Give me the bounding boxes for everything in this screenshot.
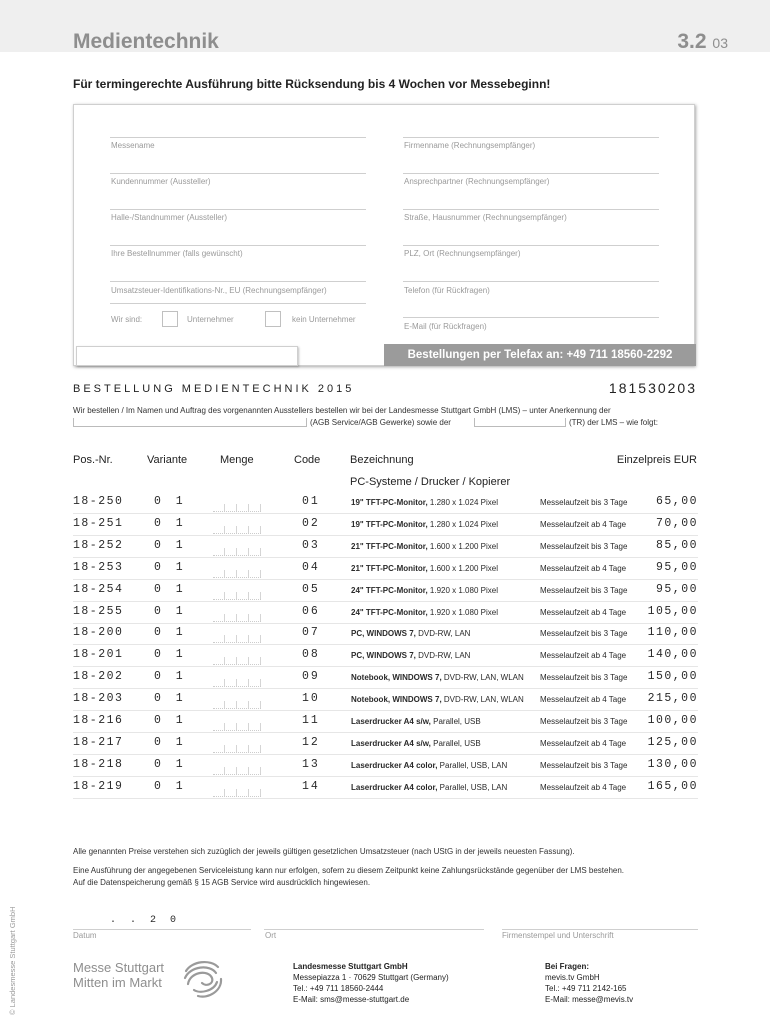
pos-number: 18-253 [73,560,124,574]
pos-number: 18-254 [73,582,124,596]
deadline-note: Für termingerechte Ausführung bitte Rücksendung bis 4 Wochen vor Messebeginn! [73,77,551,91]
quantity-input[interactable] [213,635,261,643]
questions-title: Bei Fragen: [545,962,590,971]
field-ansprechpartner[interactable]: Ansprechpartner (Rechnungsempfänger) [404,177,550,186]
quantity-input[interactable] [213,504,261,512]
product-name: PC, WINDOWS 7, [351,651,416,661]
table-row [73,514,698,536]
variante: 0 1 [154,670,187,684]
product-description [351,717,481,726]
variante: 0 1 [154,560,187,574]
questions-company: mevis.tv GmbH [545,973,600,982]
order-intro-line2b: (TR) der LMS – wie folgt: [569,418,658,427]
availability: Messelaufzeit ab 4 Tage [540,738,627,748]
unit-price: 65,00 [655,495,698,508]
pos-number: 18-255 [73,604,124,618]
table-row [73,492,698,514]
order-intro-line2a: (AGB Service/AGB Gewerke) sowie der [310,418,451,427]
product-name: 21" TFT-PC-Monitor, [351,563,428,573]
checkbox-unternehmer[interactable] [162,311,178,327]
availability: Messelaufzeit ab 4 Tage [540,782,627,792]
unit-price: 95,00 [655,582,698,596]
availability: Messelaufzeit bis 3 Tage [540,541,628,551]
product-description [351,586,498,595]
pos-number: 18-202 [73,670,124,684]
code: 13 [302,757,320,771]
field-line [403,173,659,174]
header-bezeichnung: Bezeichnung [350,454,414,466]
header-preis: Einzelpreis EUR [616,454,697,466]
field-line [403,245,659,246]
unit-price: 95,00 [655,560,698,574]
variante: 0 1 [154,604,187,618]
variante: 0 1 [154,692,187,706]
section-number [677,30,728,54]
product-spec: 1.280 x 1.024 Pixel [429,519,498,529]
table-row [73,602,698,624]
product-spec: 1.600 x 1.200 Pixel [429,563,498,573]
variante: 0 1 [154,626,187,640]
product-name: 19" TFT-PC-Monitor, [351,498,428,507]
product-description [351,651,470,660]
availability: Messelaufzeit bis 3 Tage [540,498,628,507]
pos-number: 18-203 [73,692,124,706]
product-description [351,498,498,507]
order-intro-line1: Wir bestellen / Im Namen und Auftrag des vorgenannten Ausstellers bestellen wir bei der Landesmesse Stuttgart GmbH (LMS) – unter Anerkennung der [73,406,611,415]
page-title: Medientechnik [73,30,219,53]
option-unternehmer-label: Unternehmer [187,315,234,324]
pos-number: 18-250 [73,495,124,508]
unit-price: 110,00 [647,626,698,640]
product-name: PC, WINDOWS 7, [351,629,416,639]
product-name: 24" TFT-PC-Monitor, [351,607,428,617]
unit-price: 215,00 [647,692,698,706]
note-tax: Alle genannten Preise verstehen sich zuzüglich der jeweils gültigen gesetzlichen Umsatzsteuer (nach UStG in der jeweils neuesten Fassung). [73,847,575,856]
field-bestellnummer[interactable]: Ihre Bestellnummer (falls gewünscht) [111,249,243,258]
unit-price: 150,00 [647,670,698,684]
code: 02 [302,516,320,530]
field-line [403,209,659,210]
product-description [351,783,507,792]
quantity-input[interactable] [213,570,261,578]
product-description [351,564,498,573]
lms-tel: Tel.: +49 711 18560-2444 [293,984,384,993]
row-divider [73,798,698,799]
unit-price: 105,00 [647,604,698,618]
table-row [73,623,698,645]
product-description [351,695,524,704]
availability: Messelaufzeit ab 4 Tage [540,607,627,617]
note-payment: Eine Ausführung der angegebenen Serviceleistung kann nur erfolgen, sofern zu diesem Zeitpunkt keine Zahlungsrückstände gegenüber der LMS bestehen. [73,866,625,875]
questions-email[interactable]: E-Mail: messe@mevis.tv [545,995,634,1004]
product-name: 24" TFT-PC-Monitor, [351,585,428,595]
header-pos: Pos.-Nr. [73,454,113,466]
field-line [110,245,366,246]
variante: 0 1 [154,779,187,793]
code: 09 [302,670,320,684]
field-line [110,137,366,138]
product-name: Laserdrucker A4 s/w, [351,738,431,748]
quantity-input[interactable] [213,723,261,731]
product-description [351,542,498,551]
availability: Messelaufzeit ab 4 Tage [540,519,627,529]
checkbox-kein-unternehmer[interactable] [265,311,281,327]
place-line [264,929,484,930]
option-kein-unternehmer-label: kein Unternehmer [292,315,356,324]
table-row [73,645,698,667]
quantity-input[interactable] [213,548,261,556]
variante: 0 1 [154,516,187,530]
field-email[interactable]: E-Mail (für Rückfragen) [404,322,487,331]
questions-tel: Tel.: +49 711 2142-165 [545,984,627,993]
field-line [403,281,659,282]
unit-price: 130,00 [647,757,698,771]
product-description [351,629,470,638]
code: 10 [302,692,320,706]
fax-banner: Bestellungen per Telefax an: +49 711 18560-2292 [384,344,696,366]
field-line [110,173,366,174]
code: 05 [302,582,320,596]
section-number-main: 3.2 [677,30,707,53]
questions-contact [545,961,633,1005]
product-spec: 1.920 x 1.080 Pixel [429,585,498,595]
product-spec: Parallel, USB, LAN [439,782,508,792]
product-name: 21" TFT-PC-Monitor, [351,541,428,551]
product-spec: DVD-RW, LAN, WLAN [443,695,524,705]
table-row [73,711,698,733]
pos-number: 18-219 [73,779,124,793]
field-ust-id[interactable]: Umsatzsteuer-Identifikations-Nr., EU (Rechnungsempfänger) [111,286,327,295]
pos-number: 18-218 [73,757,124,771]
field-line [403,137,659,138]
agb-blank-field[interactable] [73,418,307,427]
logo-tagline: Mitten im Markt [73,975,162,990]
variante: 0 1 [154,735,187,749]
code: 08 [302,648,320,662]
field-line [110,281,366,282]
pos-number: 18-201 [73,648,124,662]
signature-label: Firmenstempel und Unterschrift [502,931,614,940]
quantity-input[interactable] [213,592,261,600]
code: 11 [302,714,320,727]
product-name: Notebook, WINDOWS 7, [351,673,442,683]
pos-number: 18-217 [73,735,124,749]
quantity-input[interactable] [213,767,261,775]
quantity-input[interactable] [213,679,261,687]
quantity-input[interactable] [213,614,261,622]
lms-email[interactable]: E-Mail: sms@messe-stuttgart.de [293,995,410,1004]
product-name: Laserdrucker A4 color, [351,782,438,792]
variante: 0 1 [154,757,187,771]
quantity-input[interactable] [213,526,261,534]
product-description [351,739,481,748]
unit-price: 100,00 [647,714,698,727]
date-field-value[interactable]: . . 2 0 [110,915,181,926]
date-label: Datum [73,931,97,940]
place-label: Ort [265,931,277,940]
variante: 0 1 [154,538,187,552]
unit-price: 140,00 [647,648,698,662]
product-spec: Parallel, USB, LAN [439,760,508,770]
field-line [110,209,366,210]
product-description [351,520,498,529]
field-strasse[interactable]: Straße, Hausnummer (Rechnungsempfänger) [404,213,567,222]
field-stand[interactable]: Halle-/Standnummer (Aussteller) [111,213,228,222]
field-telefon[interactable]: Telefon (für Rückfragen) [404,286,490,295]
product-description [351,608,498,617]
availability: Messelaufzeit bis 3 Tage [540,629,628,639]
table-row [73,733,698,755]
availability: Messelaufzeit ab 4 Tage [540,651,627,661]
messe-logo-icon [180,955,226,1001]
table-row [73,558,698,580]
table-row [73,777,698,799]
variante: 0 1 [154,495,187,508]
product-spec: Parallel, USB [433,738,481,748]
availability: Messelaufzeit bis 3 Tage [540,673,628,683]
code: 14 [302,779,320,793]
header-menge: Menge [220,454,254,466]
table-row [73,667,698,689]
quantity-input[interactable] [213,789,261,797]
field-plz-ort[interactable]: PLZ, Ort (Rechnungsempfänger) [404,249,521,258]
product-spec: DVD-RW, LAN, WLAN [443,673,524,683]
code: 07 [302,626,320,640]
code: 04 [302,560,320,574]
product-spec: 1.280 x 1.024 Pixel [429,498,498,507]
pos-number: 18-200 [73,626,124,640]
field-kundennummer[interactable]: Kundennummer (Aussteller) [111,177,211,186]
quantity-input[interactable] [213,701,261,709]
signature-line [502,929,698,930]
lms-contact [293,961,449,1005]
pos-number: 18-251 [73,516,124,530]
unit-price: 70,00 [655,516,698,530]
order-number: 181530203 [608,380,697,396]
unit-price: 85,00 [655,538,698,552]
availability: Messelaufzeit ab 4 Tage [540,695,627,705]
product-description [351,761,507,770]
code: 01 [302,495,320,508]
copyright-note: © Landesmesse Stuttgart GmbH [8,906,17,1015]
code: 12 [302,735,320,749]
wir-sind-label: Wir sind: [111,315,143,324]
product-name: Laserdrucker A4 color, [351,760,438,770]
quantity-input[interactable] [213,745,261,753]
form-tab [76,346,298,366]
lms-name: Landesmesse Stuttgart GmbH [293,962,408,971]
variante: 0 1 [154,582,187,596]
product-name: 19" TFT-PC-Monitor, [351,519,428,529]
variante: 0 1 [154,714,187,727]
product-name: Notebook, WINDOWS 7, [351,695,442,705]
availability: Messelaufzeit bis 3 Tage [540,585,628,595]
unit-price: 165,00 [647,779,698,793]
product-name: Laserdrucker A4 s/w, [351,717,431,726]
pos-number: 18-252 [73,538,124,552]
note-data: Auf die Datenspeicherung gemäß § 15 AGB Service wird ausdrücklich hingewiesen. [73,878,371,887]
product-spec: 1.600 x 1.200 Pixel [429,541,498,551]
pos-number: 18-216 [73,714,124,727]
table-row [73,536,698,558]
field-line [403,317,659,318]
date-line [73,929,251,930]
code: 06 [302,604,320,618]
availability: Messelaufzeit ab 4 Tage [540,563,627,573]
unit-price: 125,00 [647,735,698,749]
lms-address: Messepiazza 1 · 70629 Stuttgart (Germany) [293,973,449,982]
logo-name: Messe Stuttgart [73,960,165,975]
availability: Messelaufzeit bis 3 Tage [540,717,628,726]
product-spec: DVD-RW, LAN [418,651,471,661]
table-row [73,580,698,602]
table-row [73,689,698,711]
field-firmenname[interactable]: Firmenname (Rechnungsempfänger) [404,141,536,150]
product-description [351,673,524,682]
table-row [73,755,698,777]
availability: Messelaufzeit bis 3 Tage [540,760,628,770]
code: 03 [302,538,320,552]
field-line [110,303,366,304]
product-spec: 1.920 x 1.080 Pixel [429,607,498,617]
header-variante: Variante [147,454,188,466]
product-spec: DVD-RW, LAN [418,629,471,639]
quantity-input[interactable] [213,657,261,665]
variante: 0 1 [154,648,187,662]
section-number-sub: 03 [712,35,728,51]
tr-blank-field[interactable] [474,418,566,427]
field-messename[interactable]: Messename [111,141,155,150]
category-title: PC-Systeme / Drucker / Kopierer [350,476,511,488]
product-spec: Parallel, USB [433,717,481,726]
header-code: Code [294,454,321,466]
order-title: BESTELLUNG MEDIENTECHNIK 2015 [73,383,355,395]
